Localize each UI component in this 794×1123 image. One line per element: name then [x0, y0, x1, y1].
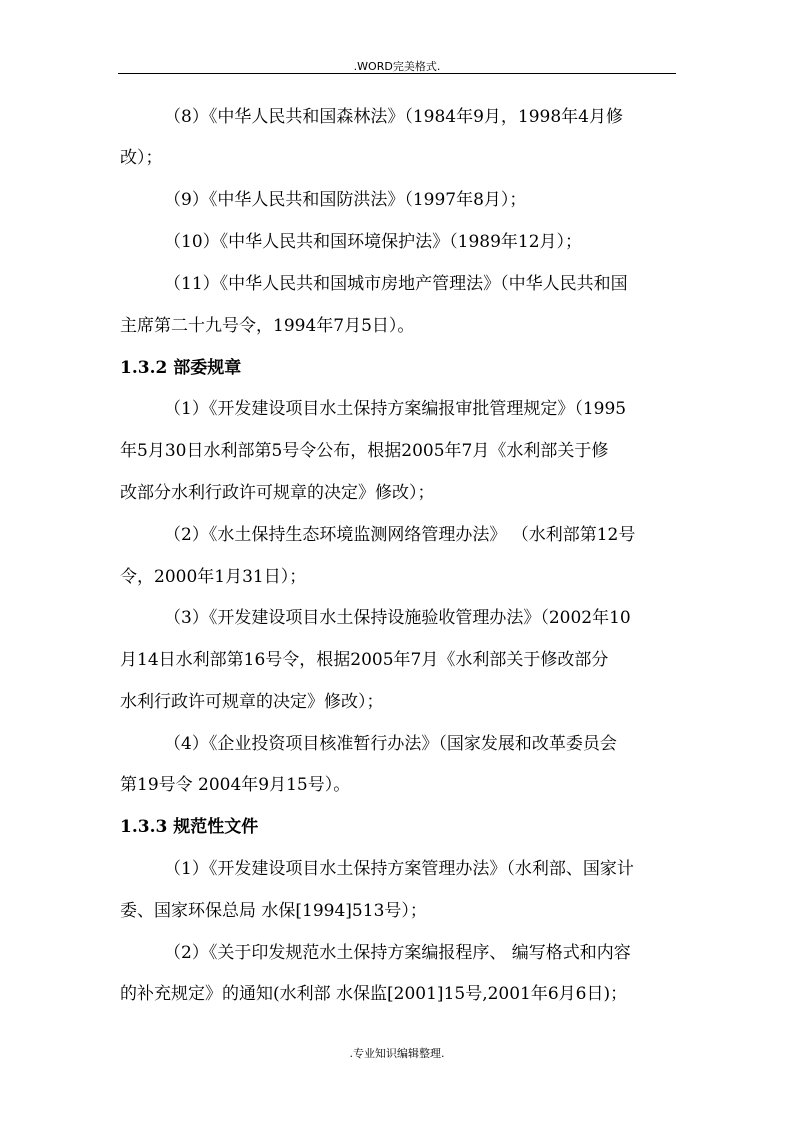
paragraph-line: （11）《中华人民共和国城市房地产管理法》（中华人民共和国 — [164, 274, 628, 294]
paragraph-line: 年5月30日水利部第5号令公布，根据2005年7月《水利部关于修 — [120, 441, 609, 461]
page-header: .WORD完美格式. — [353, 60, 441, 73]
paragraph-line: （1）《开发建设项目水土保持方案管理办法》（水利部、国家计 — [164, 859, 634, 879]
paragraph-line: （2）《水土保持生态环境监测网络管理办法》 （水利部第12号 — [164, 525, 636, 545]
section-heading: 1.3.3 规范性文件 — [120, 817, 259, 837]
paragraph-line: 的补充规定》的通知(水利部 水保监[2001]15号,2001年6月6日)； — [120, 984, 628, 1004]
header-divider — [118, 73, 676, 74]
paragraph-line: 月14日水利部第16号令，根据2005年7月《水利部关于修改部分 — [120, 650, 609, 670]
paragraph-line: 水利行政许可规章的决定》修改）； — [120, 692, 384, 712]
paragraph-line: 改）； — [120, 148, 163, 168]
paragraph-line: 第19号令 2004年9月15号）。 — [120, 775, 351, 795]
paragraph-line: 委、国家环保总局 水保[1994]513号）； — [120, 901, 427, 921]
section-heading: 1.3.2 部委规章 — [120, 358, 242, 378]
paragraph-line: 改部分水利行政许可规章的决定》修改）； — [120, 483, 435, 503]
paragraph-line: 主席第二十九号令，1994年7月5日）。 — [120, 316, 415, 336]
paragraph-line: （8）《中华人民共和国森林法》（1984年9月，1998年4月修 — [164, 107, 623, 127]
paragraph-line: （9）《中华人民共和国防洪法》（1997年8月）； — [164, 190, 527, 210]
paragraph-line: （3）《开发建设项目水土保持设施验收管理办法》（2002年10 — [164, 608, 631, 628]
paragraph-line: （1）《开发建设项目水土保持方案编报审批管理规定》（1995 — [164, 399, 627, 419]
paragraph-line: 令，2000年1月31日）； — [120, 567, 307, 587]
paragraph-line: （4）《企业投资项目核准暂行办法》（国家发展和改革委员会 — [164, 734, 617, 754]
page-footer: .专业知识编辑整理. — [349, 1047, 445, 1060]
paragraph-line: （10）《中华人民共和国环境保护法》（1989年12月）； — [164, 232, 583, 252]
paragraph-line: （2）《关于印发规范水土保持方案编报程序、 编写格式和内容 — [164, 943, 631, 963]
